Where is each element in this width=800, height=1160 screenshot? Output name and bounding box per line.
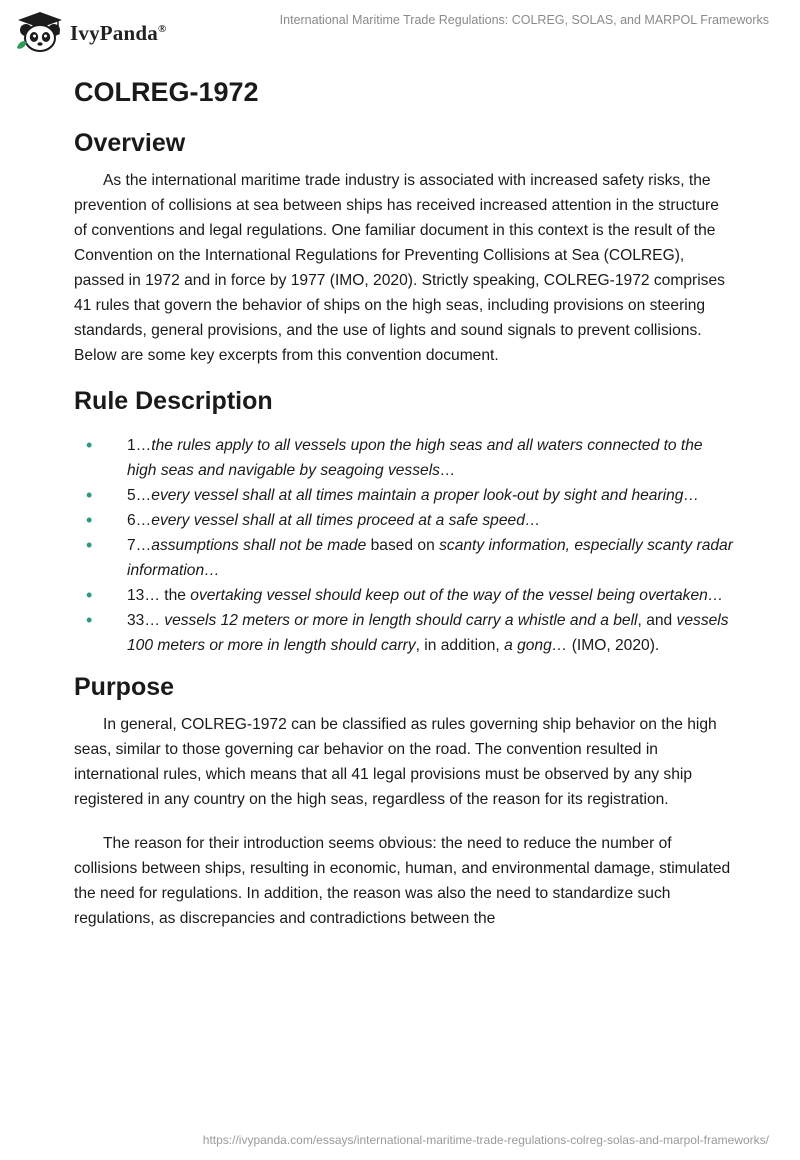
- rule-quote-text: every vessel shall at all times proceed at a safe speed…: [151, 512, 541, 529]
- rule-list-item: [74, 533, 734, 583]
- overview-heading: Overview: [74, 129, 186, 157]
- bullet-icon: •: [86, 585, 93, 605]
- ivypanda-logo[interactable]: [14, 10, 166, 54]
- rule-list: [74, 433, 734, 658]
- rule-list-item: [74, 583, 734, 608]
- rule-text: , in addition,: [415, 637, 505, 654]
- essay-content: [74, 68, 734, 931]
- rule-quote-text: scanty information, especially scanty radar information…: [127, 537, 733, 579]
- rule-quote-text: every vessel shall at all times maintain a proper look-out by sight and hearing…: [151, 487, 700, 504]
- bullet-icon: •: [86, 485, 93, 505]
- rule-text: 33…: [127, 612, 165, 629]
- purpose-paragraph-1: In general, COLREG-1972 can be classified as rules governing ship behavior on the high seas, similar to those governing car behavior on the road. The convention resulted in international rules, which means that all 41 legal provisions must be observed by any ship registered in any country on the high seas, regardless of the reason for its registration.: [74, 716, 717, 808]
- rule-text: 7…: [127, 537, 152, 554]
- source-url-link[interactable]: https://ivypanda.com/essays/international-maritime-trade-regulations-colreg-solas-and-marpol-frameworks/: [202, 1133, 769, 1147]
- bullet-icon: •: [86, 435, 93, 455]
- rule-text: 1…: [127, 437, 152, 454]
- rule-quote-text: assumptions shall not be made: [151, 537, 367, 554]
- document-title: International Maritime Trade Regulations: COLREG, SOLAS, and MARPOL Frameworks: [279, 13, 769, 27]
- rule-text: (IMO, 2020).: [567, 637, 660, 654]
- page-header: [0, 0, 800, 60]
- page-title: COLREG-1972: [74, 77, 259, 107]
- overview-paragraph: As the international maritime trade industry is associated with increased safety risks, the prevention of collisions at sea between ships has received increased attention in the structure of conventions and legal regulations. One familiar document in this context is the result of the Convention on the International Regulations for Preventing Collisions at Sea (COLREG), passed in 1972 and in force by 1977 (IMO, 2020). Strictly speaking, COLREG-1972 comprises 41 rules that govern the behavior of ships on the high seas, including provisions on steering standards, general provisions, and the use of lights and sound signals to prevent collisions. Below are some key excerpts from this convention document.: [74, 172, 725, 364]
- purpose-heading: Purpose: [74, 673, 175, 701]
- rule-quote-text: vessels 12 meters or more in length should carry a whistle and a bell: [164, 612, 638, 629]
- purpose-paragraph-2: The reason for their introduction seems obvious: the need to reduce the number of collisions between ships, resulting in economic, human, and environmental damage, stimulated the need for regulations. In addition, the reason was also the need to standardize such regulations, as discrepancies and contradictions between the: [74, 835, 731, 927]
- rule-description-heading: Rule Description: [74, 387, 273, 415]
- rule-text: 5…: [127, 487, 152, 504]
- rule-quote-text: the rules apply to all vessels upon the high seas and all waters connected to the high seas and navigable by seagoing vessels…: [127, 437, 703, 479]
- rule-text: , and: [637, 612, 677, 629]
- rule-quote-text: vessels 100 meters or more in length should carry: [127, 612, 729, 654]
- overview-section: [74, 128, 734, 368]
- rule-list-item: [74, 433, 734, 483]
- rule-quote-text: a gong…: [504, 637, 568, 654]
- purpose-section: [74, 672, 734, 931]
- brand-name: IvyPanda®: [70, 20, 167, 45]
- rule-description-section: [74, 386, 734, 658]
- bullet-icon: •: [86, 610, 93, 630]
- panda-graduate-icon: [14, 10, 66, 54]
- bullet-icon: •: [86, 535, 93, 555]
- registered-mark: ®: [157, 22, 167, 35]
- rule-text: 6…: [127, 512, 152, 529]
- rule-list-item: [74, 483, 734, 508]
- bullet-icon: •: [86, 510, 93, 530]
- rule-list-item: [74, 508, 734, 533]
- rule-text: 13… the: [127, 587, 191, 604]
- rule-quote-text: overtaking vessel should keep out of the way of the vessel being overtaken…: [190, 587, 724, 604]
- rule-text: based on: [366, 537, 440, 554]
- rule-list-item: [74, 608, 734, 658]
